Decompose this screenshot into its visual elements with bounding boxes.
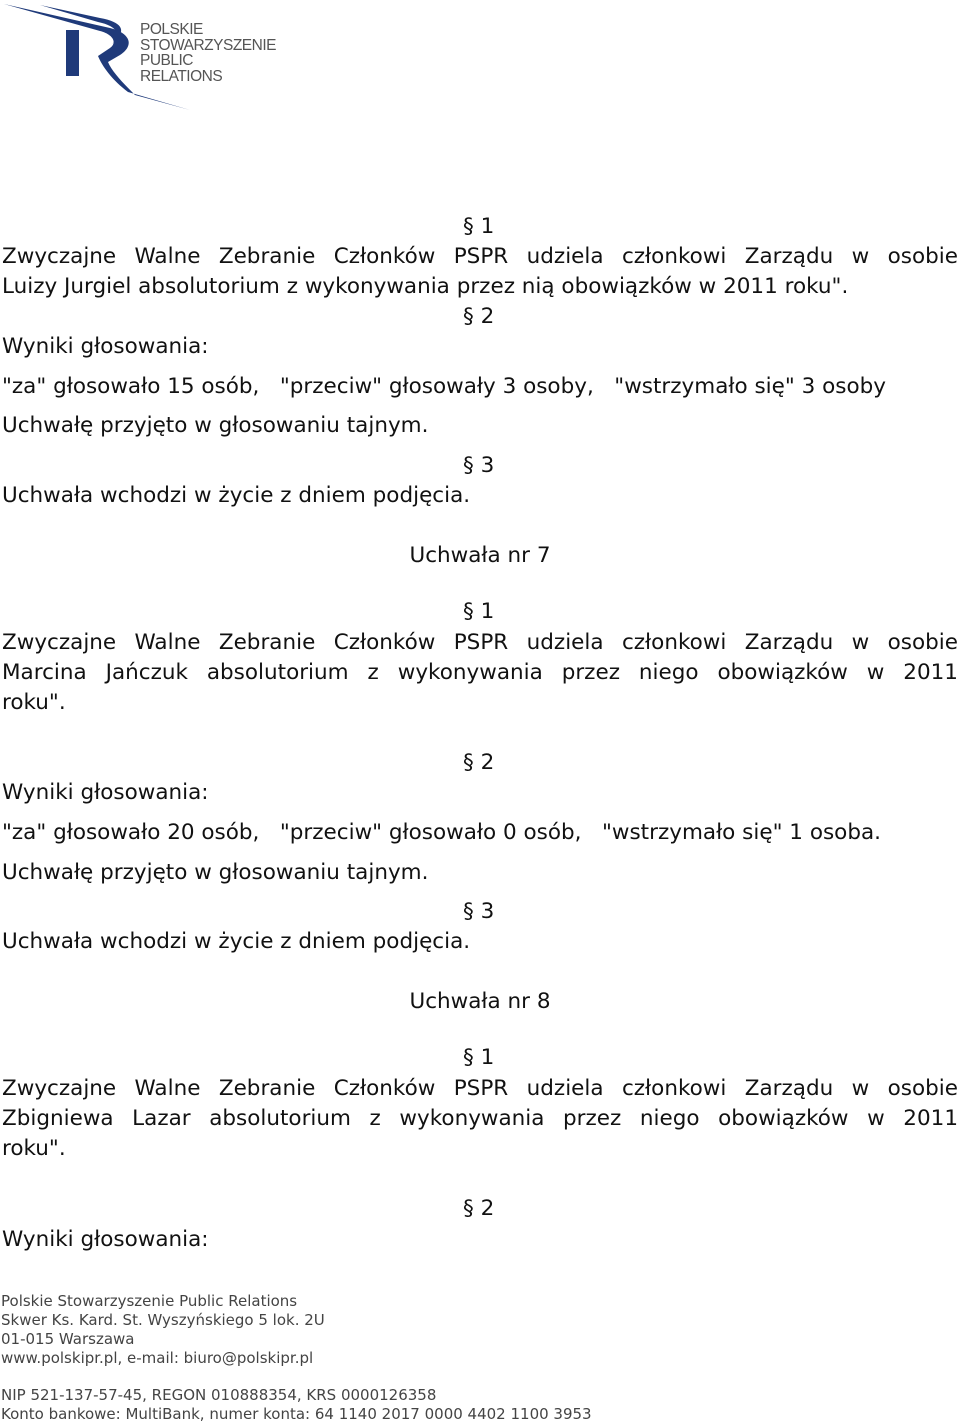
paragraph-mark: § 2 — [463, 304, 495, 329]
resolution-title: Uchwała nr 7 — [409, 543, 551, 568]
paragraph-mark: § 2 — [463, 1196, 495, 1221]
votes-result: "za" głosowało 20 osób, "przeciw" głosowało 0 osób, "wstrzymało się" 1 osoba. — [2, 820, 881, 845]
votes-heading: Wyniki głosowania: — [2, 780, 209, 805]
accepted-text: Uchwałę przyjęto w głosowaniu tajnym. — [2, 413, 429, 438]
footer-contact: www.polskipr.pl, e-mail: biuro@polskipr.pl — [1, 1349, 314, 1367]
text-line: Zbigniewa Lazar absolutorium z wykonywania przez niego obowiązków w 2011 — [2, 1106, 958, 1131]
svg-text:STOWARZYSZENIE: STOWARZYSZENIE — [140, 37, 276, 54]
footer-street: Skwer Ks. Kard. St. Wyszyńskiego 5 lok. 2U — [1, 1311, 325, 1329]
footer-org: Polskie Stowarzyszenie Public Relations — [1, 1292, 298, 1310]
resolution-title: Uchwała nr 8 — [409, 989, 551, 1014]
footer-city: 01-015 Warszawa — [1, 1330, 135, 1348]
text-line: roku". — [2, 1136, 66, 1161]
svg-text:POLSKIE: POLSKIE — [140, 21, 203, 38]
pspr-logo — [0, 0, 280, 115]
effect-text: Uchwała wchodzi w życie z dniem podjęcia. — [2, 483, 471, 508]
text-line: Zwyczajne Walne Zebranie Członków PSPR udziela członkowi Zarządu w osobie — [2, 1076, 958, 1101]
text-line: Zwyczajne Walne Zebranie Członków PSPR udziela członkowi Zarządu w osobie — [2, 244, 958, 269]
svg-text:RELATIONS: RELATIONS — [140, 68, 223, 85]
paragraph-mark: § 1 — [463, 1045, 495, 1070]
paragraph-mark: § 1 — [463, 599, 495, 624]
text-line: Marcina Jańczuk absolutorium z wykonywania przez niego obowiązków w 2011 — [2, 660, 958, 685]
text-line: Zwyczajne Walne Zebranie Członków PSPR udziela członkowi Zarządu w osobie — [2, 630, 958, 655]
accepted-text: Uchwałę przyjęto w głosowaniu tajnym. — [2, 860, 429, 885]
footer-ids: NIP 521-137-57-45, REGON 010888354, KRS 0000126358 — [1, 1386, 437, 1404]
text-line: roku". — [2, 690, 66, 715]
svg-text:PUBLIC: PUBLIC — [140, 52, 193, 69]
paragraph-mark: § 1 — [463, 214, 495, 239]
effect-text: Uchwała wchodzi w życie z dniem podjęcia. — [2, 929, 471, 954]
votes-heading: Wyniki głosowania: — [2, 334, 209, 359]
paragraph-mark: § 3 — [463, 899, 495, 924]
votes-heading: Wyniki głosowania: — [2, 1227, 209, 1252]
footer-bank: Konto bankowe: MultiBank, numer konta: 64 1140 2017 0000 4402 1100 3953 — [1, 1405, 592, 1423]
paragraph-mark: § 2 — [463, 750, 495, 775]
votes-result: "za" głosowało 15 osób, "przeciw" głosowały 3 osoby, "wstrzymało się" 3 osoby — [2, 374, 886, 399]
text-line: Luizy Jurgiel absolutorium z wykonywania przez nią obowiązków w 2011 roku". — [2, 274, 849, 299]
paragraph-mark: § 3 — [463, 453, 495, 478]
